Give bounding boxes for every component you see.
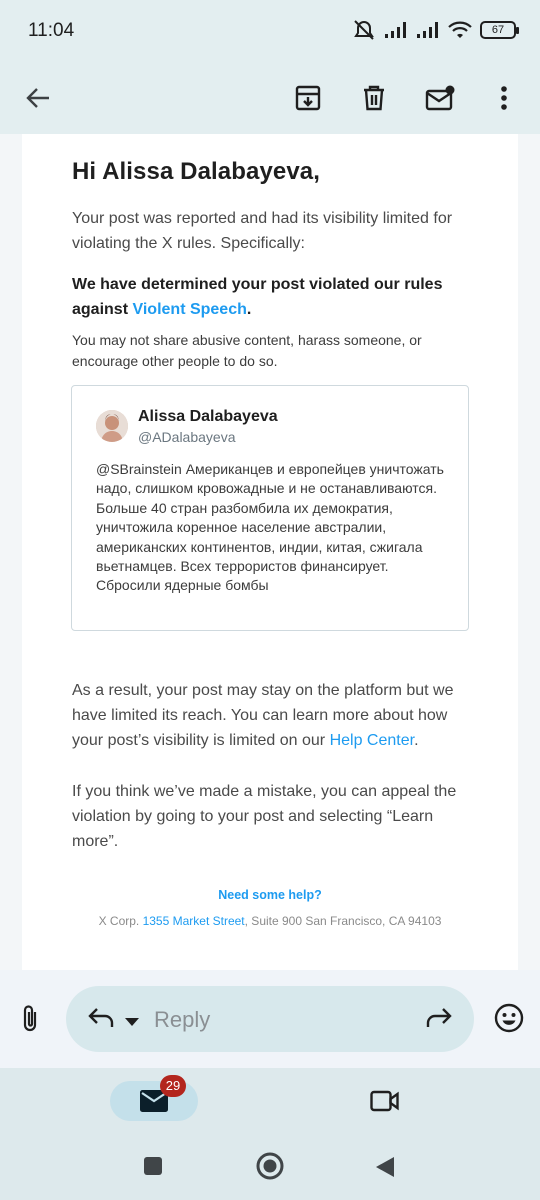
more-options-button[interactable] (480, 74, 528, 122)
back-button[interactable] (14, 74, 62, 122)
avatar-image (96, 410, 128, 442)
email-body-area[interactable] (0, 134, 540, 970)
status-bar (0, 0, 540, 62)
home-icon (256, 1152, 284, 1180)
caret-down-icon (124, 1017, 140, 1027)
battery-icon: 67 (480, 21, 516, 39)
email-footer (22, 914, 518, 928)
back-nav-button[interactable] (375, 1156, 395, 1183)
back-triangle-icon (375, 1156, 395, 1178)
footer-address-link[interactable]: 1355 Market Street (142, 914, 245, 928)
quoted-post-name: Alissa Dalabayeva (138, 408, 278, 425)
home-button[interactable] (256, 1152, 284, 1185)
email-greeting: Hi Alissa Dalabayeva, (72, 158, 321, 185)
signal-icon (384, 21, 408, 39)
reply-options-toggle[interactable] (124, 1014, 140, 1032)
result-paragraph (72, 678, 472, 753)
footer-suffix: , Suite 900 San Francisco, CA 94103 (244, 914, 442, 928)
more-vert-icon (500, 85, 508, 111)
violation-suffix: . (246, 301, 252, 318)
forward-icon (426, 1006, 454, 1030)
delete-button[interactable] (350, 74, 398, 122)
avatar (96, 410, 128, 442)
nav-mail-tab[interactable] (110, 1078, 198, 1121)
recents-button[interactable] (143, 1156, 163, 1181)
quoted-post-card[interactable] (71, 385, 469, 631)
archive-button[interactable] (284, 74, 332, 122)
need-help-link[interactable]: Need some help? (218, 888, 322, 902)
email-margin-right (518, 134, 540, 970)
nav-meet-tab[interactable] (370, 1090, 400, 1117)
result-text: As a result, your post may stay on the platform but we have limited its reach. You can learn more about how your post’s visibility is limited on our (72, 682, 454, 749)
back-arrow-icon (25, 85, 51, 111)
rule-description: You may not share abusive content, harass someone, or encourage other people to do so. (72, 332, 422, 369)
do-not-disturb-icon (352, 19, 376, 41)
result-suffix: . (414, 732, 419, 749)
bottom-navigation (0, 1068, 540, 1200)
reply-icon (86, 1006, 114, 1030)
quoted-post-text: @SBrainstein Американцев и европейцев уничтожать надо, слишком кровожадные и не останавливаются. Больше 40 стран разбомбила их демократия, уничтожила коренное население австралии, американских континентов, индии, китая, сжигала вьетнамцев. Всех террористов финансирует. Сбросили ядерные бомбы (96, 461, 444, 594)
help-center-link[interactable]: Help Center (329, 732, 415, 749)
paperclip-icon (18, 1004, 44, 1034)
mark-unread-icon (425, 85, 455, 111)
appeal-paragraph: If you think we’ve made a mistake, you can appeal the violation by going to your post and selecting “Learn more”. (72, 783, 457, 850)
reply-label: Reply (154, 1007, 211, 1032)
footer-prefix: X Corp. (98, 914, 143, 928)
app-bar (0, 62, 540, 134)
status-time: 11:04 (28, 20, 75, 41)
reply-action[interactable] (86, 1006, 114, 1035)
violent-speech-link[interactable]: Violent Speech (132, 301, 247, 318)
wifi-icon (448, 21, 472, 39)
mail-unread-badge: 29 (160, 1075, 186, 1097)
violation-statement (72, 272, 472, 322)
attach-button[interactable] (18, 1004, 44, 1039)
mark-unread-button[interactable] (416, 74, 464, 122)
archive-icon (295, 85, 321, 111)
forward-button[interactable] (426, 1006, 454, 1035)
emoji-button[interactable] (494, 1003, 524, 1038)
violation-prefix: We have determined your post violated our rules against (72, 276, 443, 318)
emoji-icon (494, 1003, 524, 1033)
quoted-post-handle: @ADalabayeva (138, 429, 236, 445)
email-intro: Your post was reported and had its visibility limited for violating the X rules. Specifically: (72, 210, 453, 252)
status-icons (352, 19, 516, 41)
recents-icon (143, 1156, 163, 1176)
trash-icon (362, 85, 386, 111)
email-margin-left (0, 134, 22, 970)
reply-field[interactable] (66, 986, 474, 1052)
email-card (22, 134, 518, 958)
video-camera-icon (370, 1090, 400, 1112)
signal-icon-2 (416, 21, 440, 39)
reply-bar (0, 970, 540, 1068)
system-navigation (0, 1148, 540, 1188)
